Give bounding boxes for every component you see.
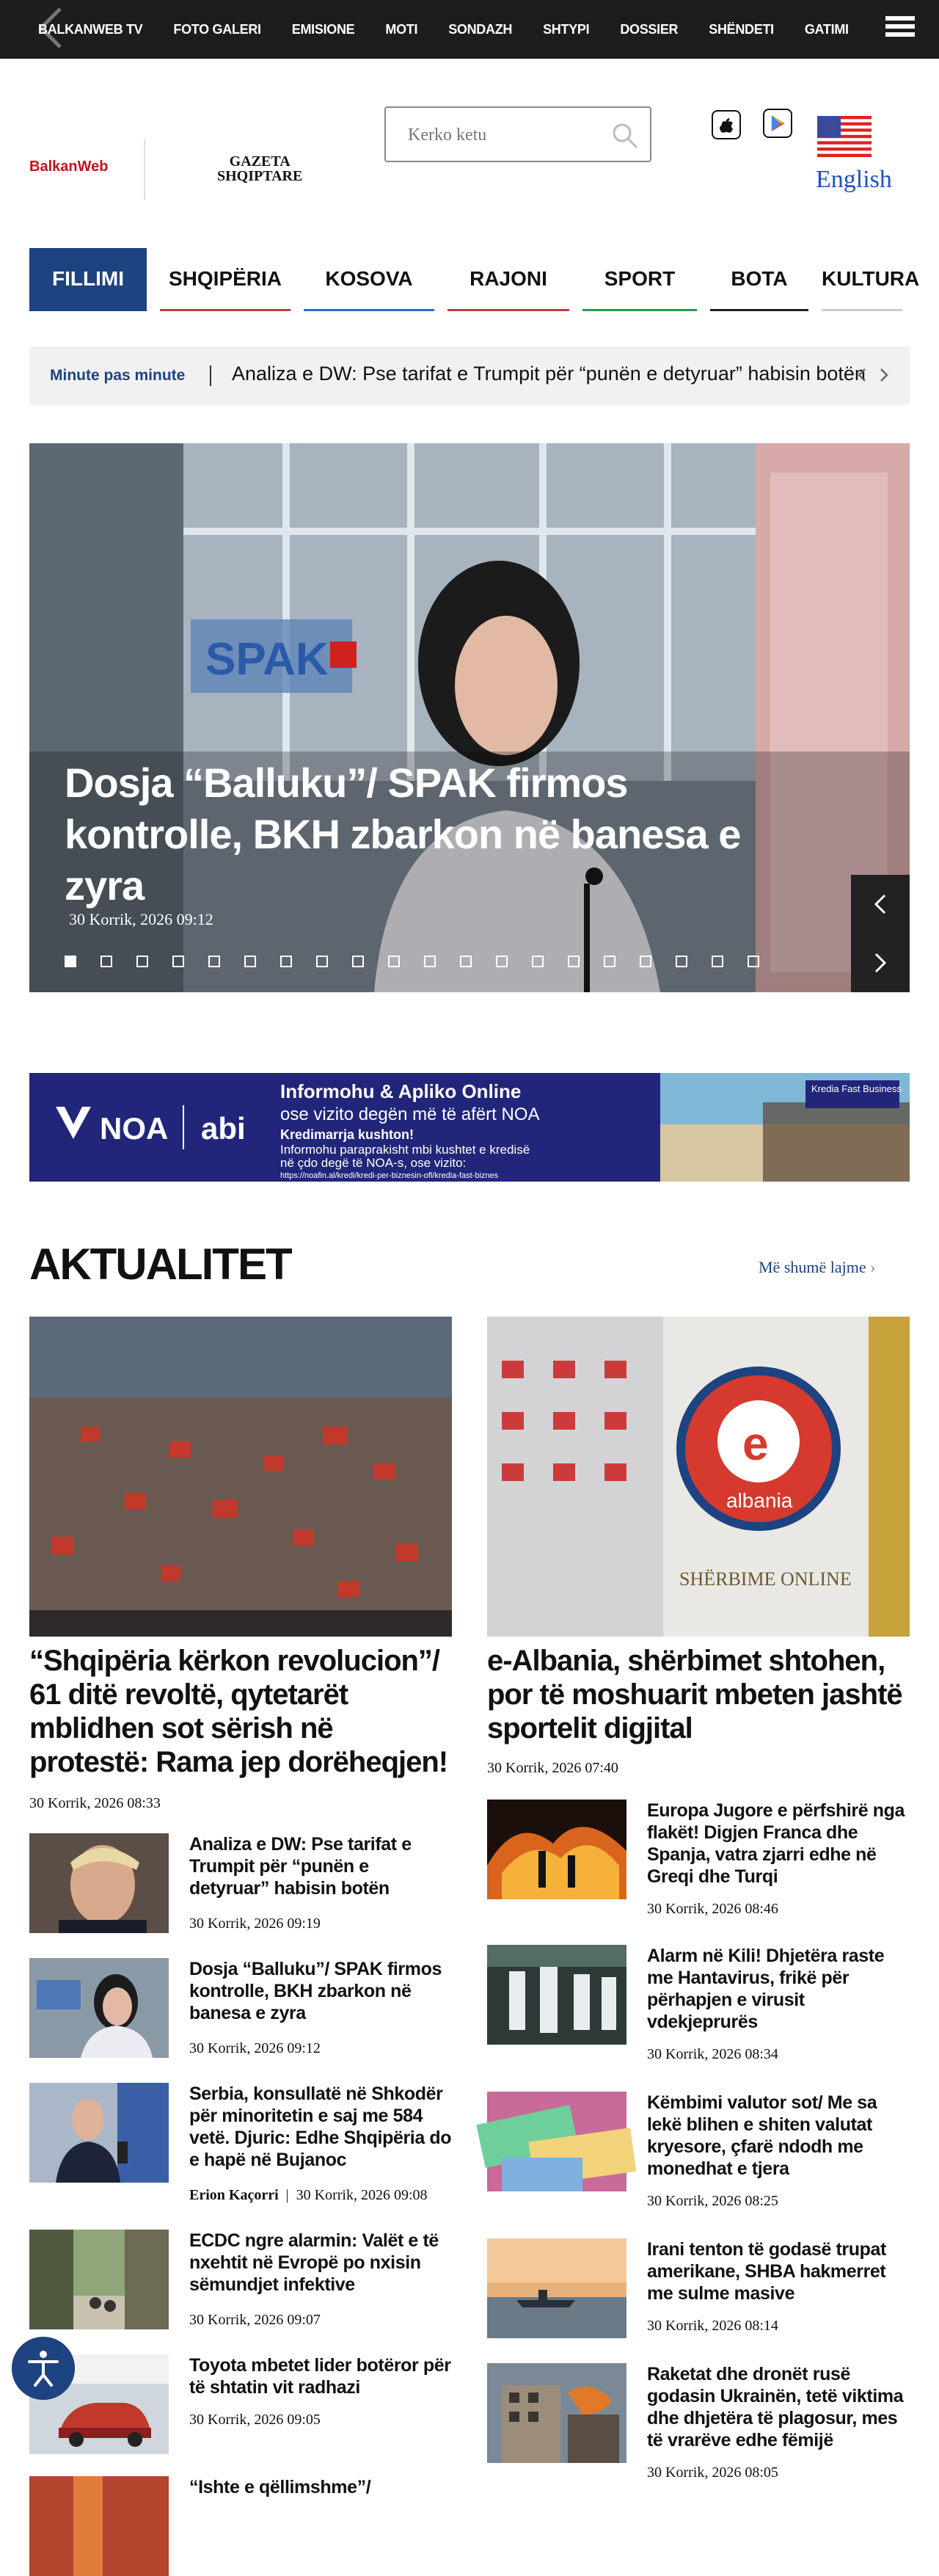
news-date: 30 Korrik, 2026 09:05 — [189, 2412, 321, 2428]
top-nav-item[interactable]: SHTYPI — [543, 21, 590, 37]
ad-line1: Informohu & Apliko Online — [280, 1080, 522, 1102]
slider-dot[interactable] — [568, 956, 580, 967]
news-item[interactable] — [487, 1945, 913, 2070]
search-box — [384, 106, 651, 162]
hero-slider[interactable] — [29, 443, 910, 992]
news-item[interactable] — [487, 1800, 913, 1924]
ticker-headline[interactable]: Analiza e DW: Pse tarifat e Trumpit për “punën e detyruar” habisin botën — [232, 363, 866, 385]
news-author[interactable]: Erion Kaçorri — [189, 2187, 279, 2203]
news-title[interactable]: Europa Jugore e përfshirë nga flakët! Digjen Franca dhe Spanja, vatra zjarri edhe në Greqi dhe Turqi — [647, 1800, 905, 1887]
news-title[interactable]: Këmbimi valutor sot/ Me sa lekë blihen e shiten valutat kryesore, çfarë ndodh me monedhat e tjera — [647, 2092, 877, 2179]
slider-dot[interactable] — [424, 956, 436, 967]
balkanweb-logo-text: BalkanWeb — [29, 159, 109, 175]
hero-sign-text: SPAK — [205, 634, 329, 685]
news-thumbnail — [29, 2083, 169, 2183]
top-bar — [0, 0, 939, 59]
slider-dot[interactable] — [532, 956, 544, 967]
slider-dot[interactable] — [352, 956, 364, 967]
top-nav-item[interactable]: FOTO GALERI — [173, 21, 261, 37]
news-item[interactable] — [29, 2230, 455, 2340]
search-icon[interactable] — [610, 121, 640, 150]
top-nav-item[interactable]: SHËNDETI — [709, 21, 774, 37]
protest-photo — [29, 1317, 452, 1637]
news-title[interactable]: “Ishte e qëllimshme”/ — [189, 2477, 371, 2497]
nav-kultura[interactable]: KULTURA — [822, 248, 902, 311]
nav-shqiperia[interactable]: SHQIPËRIA — [160, 248, 291, 311]
nav-kosova[interactable]: KOSOVA — [304, 248, 434, 311]
ticker-divider — [210, 365, 211, 386]
news-item[interactable] — [487, 2363, 913, 2488]
featured-image[interactable] — [29, 1317, 452, 1637]
top-nav — [38, 0, 880, 59]
slider-dots — [65, 956, 759, 967]
news-item[interactable] — [29, 2083, 455, 2209]
slider-dot[interactable] — [604, 956, 615, 967]
more-news-link[interactable] — [759, 1258, 875, 1277]
noa-bank-ad[interactable] — [29, 1073, 910, 1182]
search-input[interactable] — [408, 123, 599, 148]
news-thumbnail — [487, 2363, 626, 2463]
section-title: AKTUALITET — [29, 1240, 291, 1289]
breaking-news-ticker — [29, 346, 910, 405]
news-title[interactable]: Toyota mbetet lider botëror për të shtatin vit radhazi — [189, 2355, 451, 2398]
more-news-label: Më shumë lajme — [759, 1258, 866, 1276]
ad-brand-noa: NOA — [100, 1111, 169, 1146]
featured-title[interactable]: “Shqipëria kërkon revolucion”/ 61 ditë revoltë, qytetarët mblidhen sot sërish në protestë: Rama jep dorëheqjen! — [29, 1645, 448, 1778]
news-date: 30 Korrik, 2026 08:14 — [647, 2318, 778, 2334]
news-thumbnail — [29, 2230, 169, 2329]
news-date: 30 Korrik, 2026 09:08 — [296, 2187, 428, 2203]
top-nav-item[interactable]: SONDAZH — [448, 21, 513, 37]
e-albania-logo-letter: e — [742, 1417, 769, 1470]
google-play-icon[interactable] — [763, 109, 792, 138]
news-date: 30 Korrik, 2026 09:12 — [189, 2040, 321, 2056]
featured-date: 30 Korrik, 2026 08:33 — [29, 1795, 161, 1811]
ad-tag: Kredia Fast Business — [811, 1083, 902, 1094]
hamburger-menu-icon[interactable] — [885, 16, 915, 43]
top-nav-item[interactable]: BALKANWEB TV — [38, 21, 143, 37]
ad-line5: në çdo degë të NOA-s, ose vizito: — [280, 1156, 467, 1170]
news-title[interactable]: Raketat dhe dronët rusë godasin Ukrainën, tetë viktima dhe dhjetëra të plagosur, mes të vrarëve edhe fëmijë — [647, 2364, 904, 2451]
news-thumbnail — [487, 2092, 626, 2191]
nav-fillimi[interactable]: FILLIMI — [29, 248, 147, 311]
ad-url: https://noafin.al/kredi/kredi-per-biznesin-ofl/kredia-fast-biznes — [280, 1171, 499, 1180]
slider-dot[interactable] — [172, 956, 184, 967]
balkanweb-logo[interactable] — [29, 159, 108, 175]
news-item[interactable] — [487, 2238, 913, 2341]
news-date: 30 Korrik, 2026 09:19 — [189, 1915, 321, 1932]
chevron-left-icon[interactable] — [851, 364, 873, 386]
news-title[interactable]: ECDC ngre alarmin: Valët e të nxehtit në Evropë po nxisin sëmundjet infektive — [189, 2230, 439, 2295]
news-title[interactable]: Dosja “Balluku”/ SPAK firmos kontrolle, BKH zbarkon në banesa e zyra — [189, 1959, 442, 2023]
chevron-right-icon[interactable] — [873, 364, 895, 386]
slider-dot[interactable] — [316, 956, 328, 967]
e-albania-sign-text: SHËRBIME ONLINE — [679, 1568, 852, 1590]
news-thumbnail — [29, 1833, 169, 1933]
apple-store-icon[interactable] — [712, 110, 741, 139]
logo-divider — [144, 139, 145, 200]
slider-dot[interactable] — [712, 956, 723, 967]
news-item[interactable] — [29, 1833, 455, 1943]
featured-image[interactable] — [487, 1317, 910, 1637]
nav-rajoni[interactable]: RAJONI — [447, 248, 569, 311]
slider-dot[interactable] — [280, 956, 292, 967]
ad-banner — [29, 1073, 910, 1182]
slider-prev-button[interactable] — [851, 875, 910, 934]
slider-dot[interactable] — [640, 956, 651, 967]
slider-dot[interactable] — [65, 956, 76, 967]
news-title[interactable]: Irani tenton të godasë trupat amerikane, SHBA hakmerret me sulme masive — [647, 2239, 886, 2304]
gazeta-logo-line2: SHQIPTARE — [217, 168, 303, 184]
slider-dot[interactable] — [101, 956, 112, 967]
nav-sport[interactable]: SPORT — [582, 248, 697, 311]
gazeta-shqiptare-logo[interactable] — [217, 154, 302, 183]
news-item[interactable] — [29, 2354, 455, 2464]
meta-separator: | — [285, 2187, 289, 2203]
accessibility-icon[interactable] — [12, 2337, 75, 2400]
top-nav-item[interactable]: EMISIONE — [291, 21, 355, 37]
ticker-label: Minute pas minute — [50, 367, 186, 384]
news-date: 30 Korrik, 2026 08:05 — [647, 2464, 778, 2481]
featured-title[interactable]: e-Albania, shërbimet shtohen, por të moshuarit mbeten jashtë sportelit digjital — [487, 1645, 902, 1744]
news-thumbnail — [487, 1800, 626, 1899]
news-thumbnail — [487, 2238, 626, 2338]
main-nav — [29, 248, 920, 311]
news-thumbnail — [29, 2476, 169, 2576]
e-albania-logo-word: albania — [726, 1489, 793, 1512]
ad-line4: Informohu paraprakisht mbi kushtet e kredisë — [280, 1143, 530, 1157]
news-title[interactable]: Analiza e DW: Pse tarifat e Trumpit për “punën e detyruar” habisin botën — [189, 1834, 412, 1899]
news-date: 30 Korrik, 2026 08:25 — [647, 2193, 778, 2209]
slider-dot[interactable] — [388, 956, 400, 967]
news-meta — [189, 2187, 428, 2204]
hero-title[interactable]: Dosja “Balluku”/ SPAK firmos kontrolle, BKH zbarkon në banesa e zyra — [65, 760, 741, 909]
news-title[interactable]: Serbia, konsullatë në Shkodër për minoritetin e saj me 584 vetë. Djuric: Edhe Shqipëria do e hapë në Bujanoc — [189, 2084, 452, 2170]
featured-date: 30 Korrik, 2026 07:40 — [487, 1760, 618, 1776]
slider-dot[interactable] — [244, 956, 256, 967]
chevron-right-icon: › — [870, 1258, 876, 1276]
news-date: 30 Korrik, 2026 09:07 — [189, 2312, 321, 2328]
slider-dot[interactable] — [460, 956, 472, 967]
top-nav-item[interactable]: GATIMI — [804, 21, 849, 37]
news-item[interactable] — [29, 1958, 455, 2068]
slider-dot[interactable] — [208, 956, 220, 967]
news-thumbnail — [487, 1945, 626, 2045]
top-nav-item[interactable]: DOSSIER — [620, 21, 679, 37]
ad-line2: ose vizito degën më të afërt NOA — [280, 1105, 540, 1124]
hero-date: 30 Korrik, 2026 09:12 — [69, 910, 213, 928]
ad-brand-abi: abi — [201, 1111, 246, 1146]
ad-line3: Kredimarrja kushton! — [280, 1127, 414, 1142]
slider-dot[interactable] — [496, 956, 508, 967]
slider-dot[interactable] — [748, 956, 759, 967]
news-title[interactable]: Alarm në Kili! Dhjetëra raste me Hantavirus, frikë për përhapjen e virusit vdekjeprurës — [647, 1946, 885, 2032]
top-nav-item[interactable]: MOTI — [385, 21, 418, 37]
nav-bota[interactable]: BOTA — [710, 248, 808, 311]
gazeta-logo-line1: GAZETA — [229, 153, 291, 170]
e-albania-photo — [487, 1317, 910, 1637]
news-item[interactable] — [487, 2092, 913, 2216]
language-link[interactable]: English — [816, 166, 892, 193]
slider-dot[interactable] — [136, 956, 148, 967]
slider-next-button[interactable] — [851, 934, 910, 992]
news-thumbnail — [29, 1958, 169, 2058]
us-flag-icon[interactable] — [817, 116, 872, 157]
news-date: 30 Korrik, 2026 08:34 — [647, 2046, 778, 2062]
news-item[interactable] — [29, 2476, 455, 2505]
slider-dot[interactable] — [676, 956, 687, 967]
news-date: 30 Korrik, 2026 08:46 — [647, 1901, 778, 1917]
